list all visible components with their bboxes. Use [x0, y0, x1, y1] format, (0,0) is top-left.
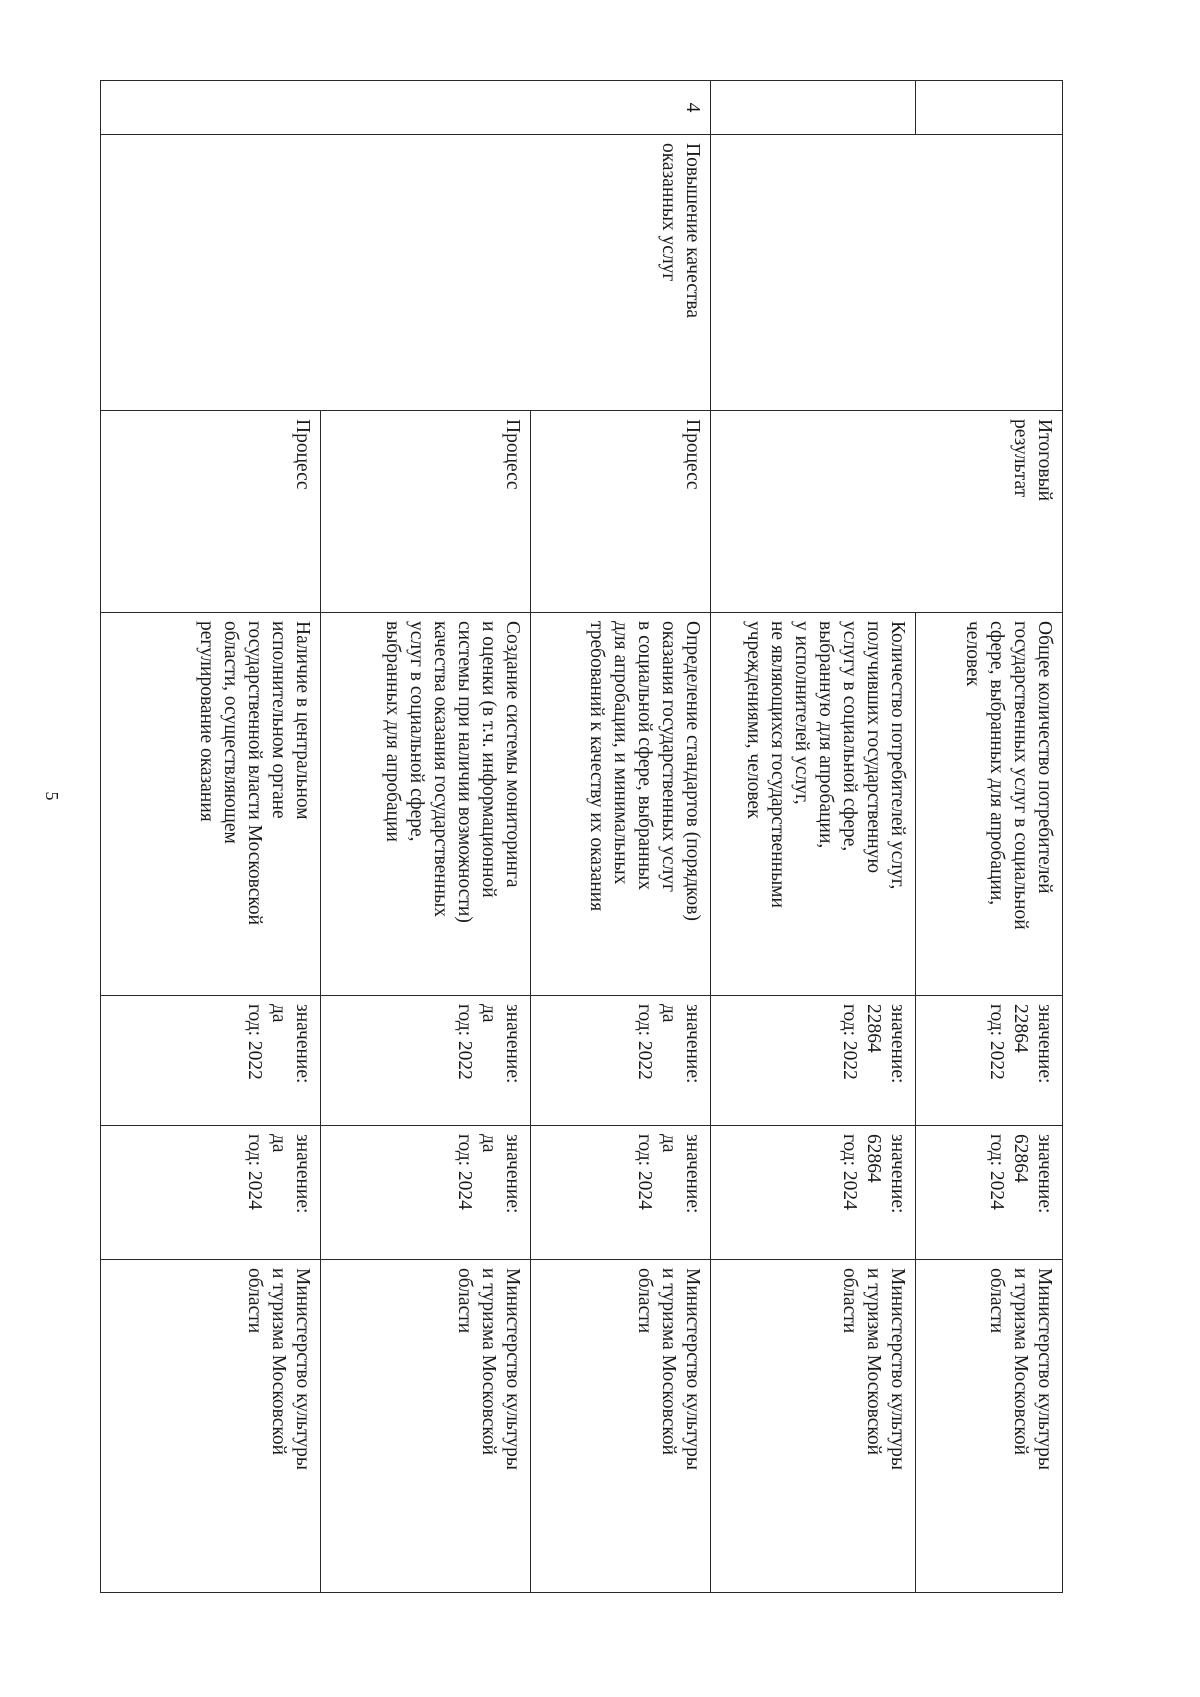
type-cell: Итоговый результат: [916, 411, 1063, 613]
row-number-cell: [101, 81, 321, 135]
type-cell: Процесс: [531, 411, 711, 613]
table-row: [711, 81, 916, 1593]
responsible-cell: Министерство культуры и туризма Московской области: [321, 1260, 531, 1593]
target-value-cell: значение: 62864 год: 2024: [711, 1126, 916, 1260]
indicator-cell: Определение стандартов (порядков) оказания государственных услуг в социальной сфере, выбранных для апробации, и минимальных требований к качеству их оказания: [531, 613, 711, 996]
responsible-cell: Министерство культуры и туризма Московской области: [711, 1260, 916, 1593]
row-number-cell: [916, 81, 1063, 135]
task-cell: [101, 135, 321, 411]
responsible-cell: Министерство культуры и туризма Московской области: [916, 1260, 1063, 1593]
target-value-cell: значение: 62864 год: 2024: [916, 1126, 1063, 1260]
indicator-cell: Общее количество потребителей государственных услуг в социальной сфере, выбранных для апробации, человек: [916, 613, 1063, 996]
type-cell: Процесс: [101, 411, 321, 613]
table-row: [101, 81, 321, 1593]
task-cell: [321, 135, 531, 411]
table-row: [321, 81, 531, 1593]
row-number-cell: 4: [531, 81, 711, 135]
base-value-cell: значение: да год: 2022: [101, 996, 321, 1126]
task-cell: Повышение качества оказанных услуг: [531, 135, 711, 411]
type-cell: [711, 411, 916, 613]
responsible-cell: Министерство культуры и туризма Московской области: [531, 1260, 711, 1593]
indicator-cell: Создание системы мониторинга и оценки (в т.ч. информационной системы при наличии возможности) качества оказания государственных услуг в социальной сфере, выбранных для апробации: [321, 613, 531, 996]
row-number-cell: [321, 81, 531, 135]
target-value-cell: значение: да год: 2024: [531, 1126, 711, 1260]
type-cell: Процесс: [321, 411, 531, 613]
base-value-cell: значение: 22864 год: 2022: [916, 996, 1063, 1126]
target-value-cell: значение: да год: 2024: [321, 1126, 531, 1260]
base-value-cell: значение: да год: 2022: [321, 996, 531, 1126]
indicator-cell: Количество потребителей услуг, получивших государственную услугу в социальной сфере, выбранную для апробации, у исполнителей услуг, не являющихся государственными учреждениями, человек: [711, 613, 916, 996]
task-cell: [711, 135, 916, 411]
rotated-table-container: [101, 80, 1063, 1592]
row-number-cell: [711, 81, 916, 135]
results-table: [100, 80, 1063, 1593]
base-value-cell: значение: да год: 2022: [531, 996, 711, 1126]
task-cell: [916, 135, 1063, 411]
table-row: [531, 81, 711, 1593]
table-row: [916, 81, 1063, 1593]
base-value-cell: значение: 22864 год: 2022: [711, 996, 916, 1126]
target-value-cell: значение: да год: 2024: [101, 1126, 321, 1260]
responsible-cell: Министерство культуры и туризма Московской области: [101, 1260, 321, 1593]
indicator-cell: Наличие в центральном исполнительном органе государственной власти Московской области, осуществляющем регулирование оказания: [101, 613, 321, 996]
page-number: 5: [42, 791, 62, 801]
